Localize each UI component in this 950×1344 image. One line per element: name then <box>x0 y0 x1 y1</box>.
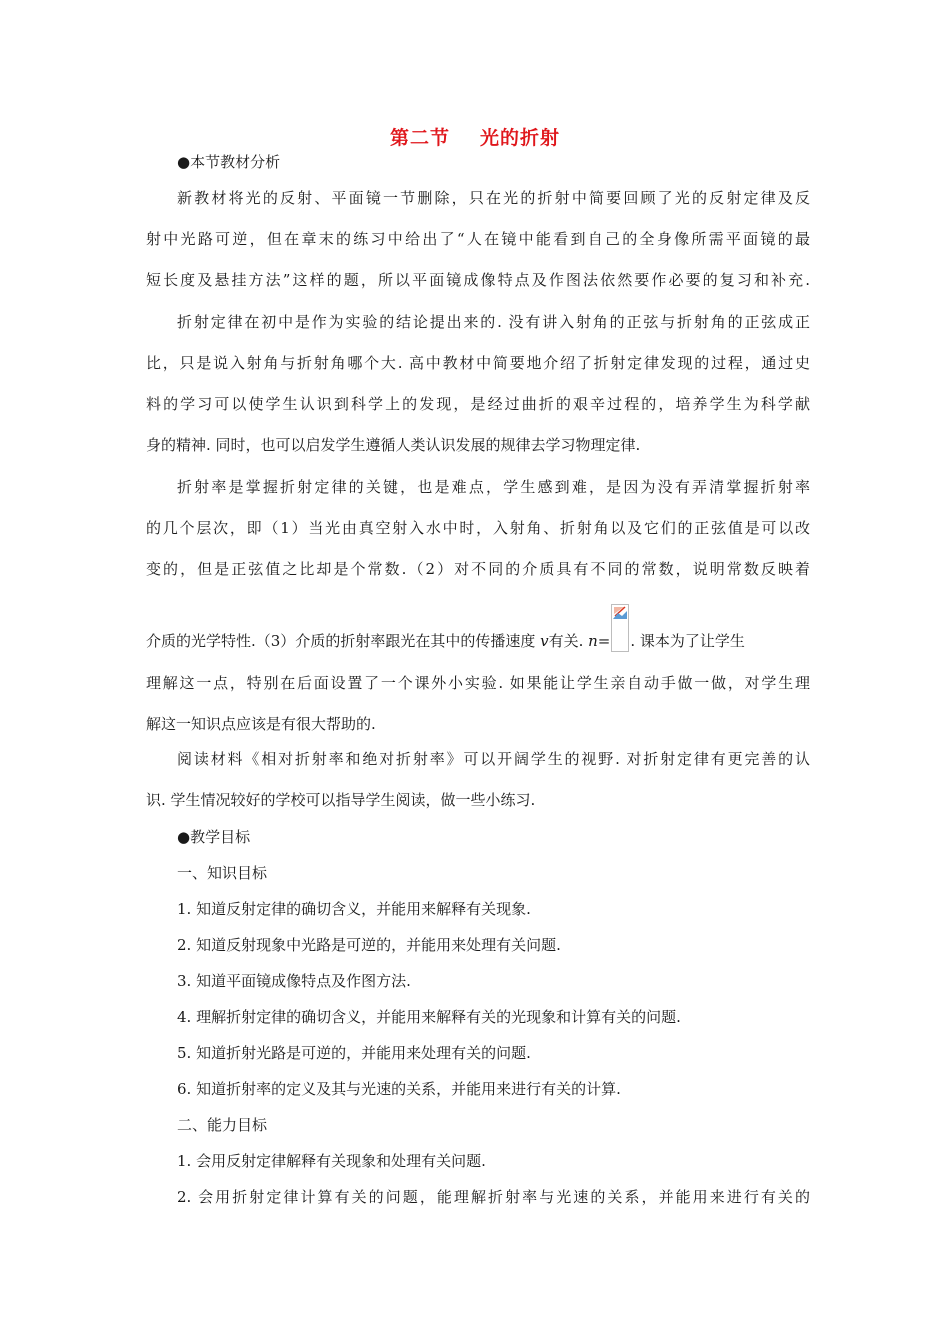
paragraph-line: 的几个层次，即（1）当光由真空射入水中时，入射角、折射角以及它们的正弦值是可以改 <box>146 519 810 537</box>
paragraph-line: 新教材将光的反射、平面镜一节删除，只在光的折射中简要回顾了光的反射定律及反 <box>177 189 810 207</box>
section-heading-objectives: ●教学目标 <box>177 828 251 846</box>
subheading-ability: 二、能力目标 <box>177 1116 268 1134</box>
list-item: 2. 知道反射现象中光路是可逆的，并能用来处理有关问题. <box>177 936 561 954</box>
paragraph-line-with-formula: 介质的光学特性.（3）介质的折射率跟光在其中的传播速度 v有关. n= . 课本为了让学生 <box>146 618 810 666</box>
velocity-variable: v <box>540 632 549 650</box>
page-title <box>0 123 950 150</box>
paragraph-line: 理解这一点，特别在后面设置了一个课外小实验. 如果能让学生亲自动手做一做，对学生理 <box>146 674 810 692</box>
title-section-number: 第二节 <box>389 127 450 149</box>
section-heading-analysis: ●本节教材分析 <box>177 153 281 171</box>
paragraph-line: 解这一知识点应该是有很大帮助的. <box>146 715 376 733</box>
subheading-knowledge: 一、知识目标 <box>177 864 268 882</box>
paragraph-line: 阅读材料《相对折射率和绝对折射率》可以开阔学生的视野. 对折射定律有更完善的认 <box>177 750 810 768</box>
list-item: 2. 会用折射定律计算有关的问题，能理解折射率与光速的关系，并能用来进行有关的 <box>177 1188 810 1206</box>
list-item: 3. 知道平面镜成像特点及作图方法. <box>177 972 411 990</box>
paragraph-line: 短长度及悬挂方法”这样的题，所以平面镜成像特点及作图法依然要作必要的复习和补充. <box>146 271 810 289</box>
paragraph-line: 折射定律在初中是作为实验的结论提出来的. 没有讲入射角的正弦与折射角的正弦成正 <box>177 313 810 331</box>
paragraph-line: 射中光路可逆，但在章末的练习中给出了“人在镜中能看到自己的全身像所需平面镜的最 <box>146 230 810 248</box>
list-item: 4. 理解折射定律的确切含义，并能用来解释有关的光现象和计算有关的问题. <box>177 1008 681 1026</box>
paragraph-line: 识. 学生情况较好的学校可以指导学生阅读，做一些小练习. <box>146 791 536 809</box>
list-item: 1. 会用反射定律解释有关现象和处理有关问题. <box>177 1152 486 1170</box>
list-item: 1. 知道反射定律的确切含义，并能用来解释有关现象. <box>177 900 531 918</box>
list-item: 6. 知道折射率的定义及其与光速的关系，并能用来进行有关的计算. <box>177 1080 621 1098</box>
paragraph-line: 比，只是说入射角与折射角哪个大. 高中教材中简要地介绍了折射定律发现的过程，通过史 <box>146 354 810 372</box>
title-topic: 光的折射 <box>480 127 561 149</box>
paragraph-line: 身的精神. 同时，也可以启发学生遵循人类认识发展的规律去学习物理定律. <box>146 436 641 454</box>
paragraph-line: 变的，但是正弦值之比却是个常数.（2）对不同的介质具有不同的常数，说明常数反映着 <box>146 560 810 578</box>
paragraph-line: 料的学习可以使学生认识到科学上的发现，是经过曲折的艰辛过程的，培养学生为科学献 <box>146 395 810 413</box>
paragraph-line: 折射率是掌握折射定律的关键，也是难点，学生感到难，是因为没有弄清掌握折射率 <box>177 478 810 496</box>
list-item: 5. 知道折射光路是可逆的，并能用来处理有关的问题. <box>177 1044 531 1062</box>
broken-image-icon <box>611 604 629 652</box>
formula-lhs: n= <box>588 632 611 650</box>
